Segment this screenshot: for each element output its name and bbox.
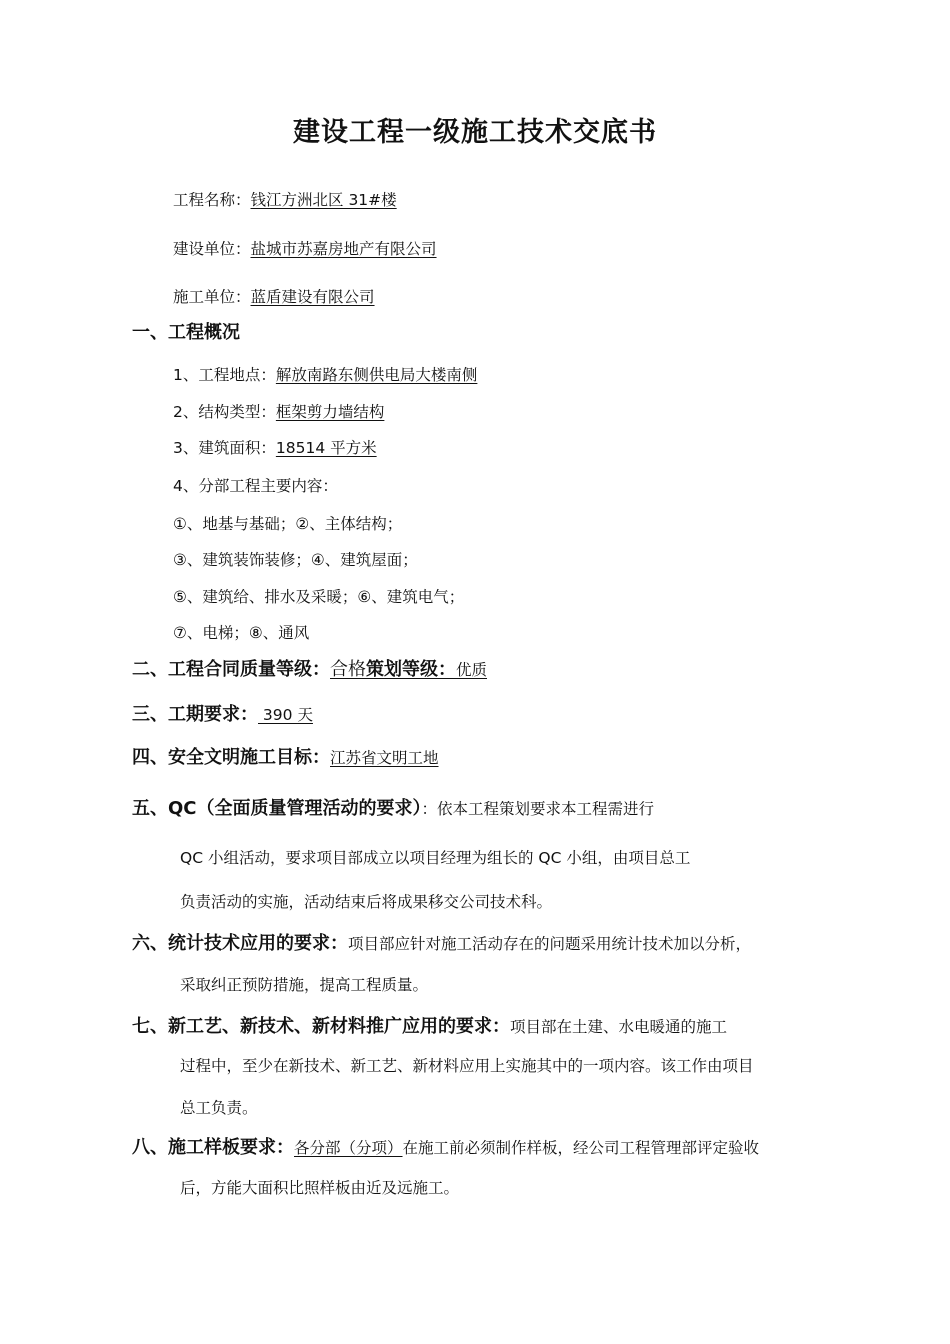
new-tech-continuation: 总工负责。: [180, 1099, 258, 1117]
subworks-item: ⑤、建筑给、排水及采暖；⑥、建筑电气；: [173, 588, 465, 606]
structure-label: 2、结构类型：: [173, 403, 276, 421]
area-label: 3、建筑面积：: [173, 439, 276, 457]
qc-text: ：依本工程策划要求本工程需进行: [421, 800, 655, 818]
structure-value: 框架剪力墙结构: [275, 403, 385, 421]
quality-grade-value: 合格: [330, 659, 366, 680]
sample-text: 在施工前必须制作样板，经公司工程管理部评定验收: [402, 1139, 760, 1157]
sample-continuation: 后，方能大面积比照样板由近及远施工。: [180, 1179, 460, 1197]
section-4-heading: [132, 743, 439, 769]
contractor-label: 施工单位：: [173, 288, 251, 306]
section-3-heading: [132, 700, 313, 726]
sample-label: 八、施工样板要求：: [132, 1137, 294, 1158]
document-title: 建设工程一级施工技术交底书: [293, 117, 657, 148]
location-line: [173, 363, 477, 385]
project-name-label: 工程名称：: [173, 191, 251, 209]
contractor-line: [173, 285, 375, 307]
builder-label: 建设单位：: [173, 240, 251, 258]
schedule-label: 三、工期要求：: [132, 704, 258, 725]
safety-goal-value: 江苏省文明工地: [330, 749, 439, 767]
subworks-item: ①、地基与基础；②、主体结构；: [173, 515, 403, 533]
qc-continuation: QC 小组活动，要求项目部成立以项目经理为组长的 QC 小组，由项目总工: [180, 849, 691, 867]
qc-continuation: 负责活动的实施，活动结束后将成果移交公司技术科。: [180, 893, 553, 911]
section-6-heading: [132, 929, 751, 955]
subworks-item: ⑦、电梯；⑧、通风: [173, 624, 310, 642]
project-name-line: [173, 188, 397, 210]
quality-grade-label: 二、工程合同质量等级：: [132, 659, 330, 680]
subworks-item: ③、建筑装饰装修；④、建筑屋面；: [173, 551, 418, 569]
structure-line: [173, 400, 384, 422]
statistics-text: 项目部应针对施工活动存在的问题采用统计技术加以分析，: [348, 935, 752, 953]
location-value: 解放南路东侧供电局大楼南侧: [275, 366, 478, 384]
plan-grade-label: 策划等级：: [366, 659, 456, 680]
schedule-value: 390 天: [258, 706, 313, 724]
new-tech-continuation: 过程中，至少在新技术、新工艺、新材料应用上实施其中的一项内容。该工作由项目: [180, 1057, 754, 1075]
builder-value: 盐城市苏嘉房地产有限公司: [250, 240, 437, 258]
subworks-label: 4、分部工程主要内容：: [173, 477, 338, 495]
area-value: 18514 平方米: [275, 439, 377, 457]
section-8-heading: [132, 1133, 759, 1159]
area-line: [173, 436, 377, 458]
section-5-heading: [132, 794, 654, 820]
statistics-continuation: 采取纠正预防措施，提高工程质量。: [180, 976, 429, 994]
project-name-value: 钱江方洲北区 31#楼: [250, 191, 397, 209]
new-tech-text: 项目部在土建、水电暖通的施工: [510, 1018, 728, 1036]
statistics-label: 六、统计技术应用的要求：: [132, 933, 348, 954]
contractor-value: 蓝盾建设有限公司: [250, 288, 375, 306]
builder-line: [173, 237, 437, 259]
plan-grade-value: 优质: [456, 661, 488, 679]
location-label: 1、工程地点：: [173, 366, 276, 384]
section-1-heading: 一、工程概况: [132, 322, 240, 343]
new-tech-label: 七、新工艺、新技术、新材料推广应用的要求：: [132, 1016, 510, 1037]
qc-label: 五、QC（全面质量管理活动的要求）: [132, 798, 422, 819]
safety-goal-label: 四、安全文明施工目标：: [132, 747, 330, 768]
section-2-heading: [132, 655, 487, 681]
section-7-heading: [132, 1012, 727, 1038]
sample-underlined: 各分部（分项）: [294, 1139, 403, 1157]
